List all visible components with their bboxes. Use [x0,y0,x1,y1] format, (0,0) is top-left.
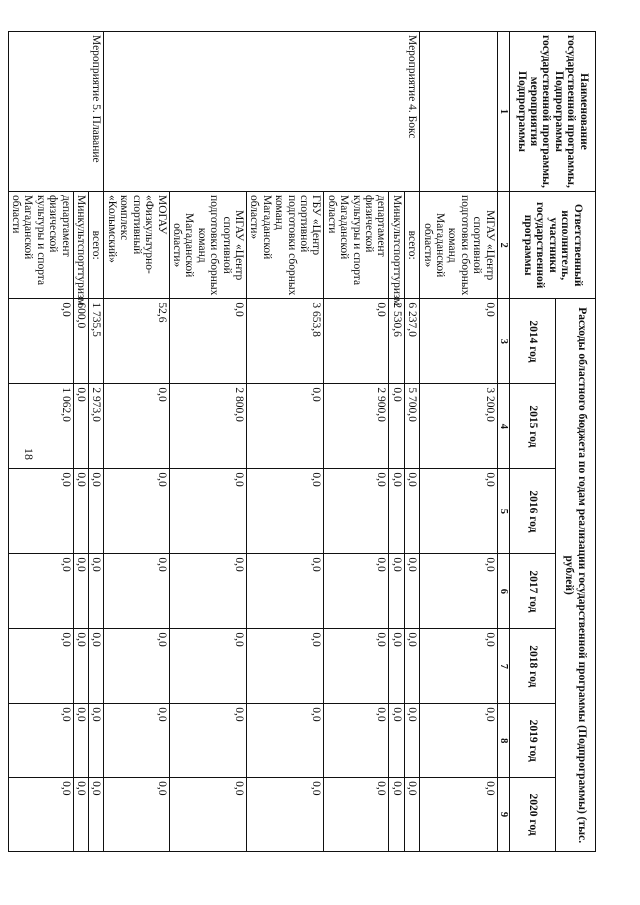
value-cell: 0,0 [104,704,169,778]
value-cell: 0,0 [104,554,169,629]
row-name [420,32,497,192]
value-cell: 0,0 [389,629,404,704]
value-cell: 0,0 [104,629,169,704]
value-cell: 0,0 [420,469,497,554]
value-cell: 0,0 [246,778,323,852]
row-executor: всего: [89,191,104,298]
value-cell: 0,0 [324,704,389,778]
value-cell: 600,0 [73,299,88,384]
index-1: 1 [497,32,509,192]
value-cell: 0,0 [104,384,169,469]
value-cell: 0,0 [73,554,88,629]
value-cell: 2 800,0 [169,384,246,469]
index-4: 4 [497,384,509,469]
value-cell: 0,0 [169,704,246,778]
value-cell: 0,0 [73,704,88,778]
value-cell: 0,0 [8,629,73,704]
year-2019: 2019 год [510,704,556,778]
value-cell: 0,0 [404,704,419,778]
value-cell: 0,0 [104,778,169,852]
value-cell: 0,0 [324,299,389,384]
header-name: Наименование государственной программы, Подпрограммы государственной программы, мероприятия Подпрограммы [510,32,596,192]
index-8: 8 [497,704,509,778]
value-cell: 0,0 [8,554,73,629]
budget-table [8,31,596,852]
row-executor: ГБУ «Центр спортивной подготовки сборных команд Магаданской области» [246,191,323,298]
value-cell: 0,0 [104,469,169,554]
value-cell: 1 062,0 [8,384,73,469]
value-cell: 2 973,0 [89,384,104,469]
row-executor: департамент физической культуры и спорта Магаданской области [8,191,73,298]
value-cell: 0,0 [404,554,419,629]
value-cell: 2 530,6 [389,299,404,384]
value-cell: 3 653,8 [246,299,323,384]
value-cell: 0,0 [8,469,73,554]
index-2: 2 [497,191,509,298]
value-cell: 2 900,0 [324,384,389,469]
index-5: 5 [497,469,509,554]
value-cell: 0,0 [246,704,323,778]
value-cell: 0,0 [420,554,497,629]
year-2020: 2020 год [510,778,556,852]
index-7: 7 [497,629,509,704]
value-cell: 0,0 [169,299,246,384]
value-cell: 0,0 [169,469,246,554]
page-number: 18 [22,448,36,460]
value-cell: 0,0 [169,778,246,852]
value-cell: 0,0 [8,704,73,778]
year-2014: 2014 год [510,299,556,384]
value-cell: 0,0 [169,554,246,629]
value-cell: 0,0 [73,384,88,469]
value-cell: 0,0 [89,704,104,778]
value-cell: 0,0 [246,554,323,629]
value-cell: 0,0 [389,554,404,629]
value-cell: 5 700,0 [404,384,419,469]
row-executor: МГАУ «Центр спортивной подготовки сборных команд Магаданской области» [420,191,497,298]
value-cell: 0,0 [73,778,88,852]
value-cell: 0,0 [324,469,389,554]
value-cell: 0,0 [404,778,419,852]
value-cell: 0,0 [324,629,389,704]
value-cell: 0,0 [246,629,323,704]
year-2017: 2017 год [510,554,556,629]
header-spending: Расходы областного бюджета по годам реализации государственной программы (Подпрограммы) (тыс. рублей) [556,299,596,852]
index-9: 9 [497,778,509,852]
row-executor: МГАУ «Центр спортивной подготовки сборных команд Магаданской области» [169,191,246,298]
row-executor: всего: [404,191,419,298]
value-cell: 0,0 [8,299,73,384]
rotated-page [10,31,596,852]
value-cell: 6 237,0 [404,299,419,384]
value-cell: 0,0 [89,629,104,704]
row-executor: МОГАУ «Физкультурно-спортивный комплекс «Колымский» [104,191,169,298]
value-cell: 0,0 [169,629,246,704]
value-cell: 0,0 [246,384,323,469]
header-executor: Ответственный исполнитель, участники государственной программы [510,191,596,298]
table-row [89,32,104,852]
year-2018: 2018 год [510,629,556,704]
year-2016: 2016 год [510,469,556,554]
index-3: 3 [497,299,509,384]
row-executor: Минкультспорттуризм [389,191,404,298]
row-name: Мероприятие 5. Плавание [8,32,104,192]
value-cell: 0,0 [389,469,404,554]
value-cell: 0,0 [404,469,419,554]
row-executor: департамент физической культуры и спорта Магаданской области [324,191,389,298]
value-cell: 0,0 [389,778,404,852]
value-cell: 0,0 [324,554,389,629]
value-cell: 0,0 [420,299,497,384]
row-name: Мероприятие 4. Бокс [104,32,420,192]
value-cell: 0,0 [73,469,88,554]
value-cell: 0,0 [89,554,104,629]
index-6: 6 [497,554,509,629]
value-cell: 0,0 [8,778,73,852]
table-row [420,32,497,852]
table-row [404,32,419,852]
value-cell: 52,6 [104,299,169,384]
value-cell: 0,0 [246,469,323,554]
value-cell: 0,0 [389,384,404,469]
value-cell: 0,0 [89,778,104,852]
value-cell: 0,0 [404,629,419,704]
value-cell: 1 735,5 [89,299,104,384]
value-cell: 0,0 [73,629,88,704]
value-cell: 3 200,0 [420,384,497,469]
value-cell: 0,0 [324,778,389,852]
value-cell: 0,0 [420,704,497,778]
value-cell: 0,0 [389,704,404,778]
value-cell: 0,0 [420,629,497,704]
value-cell: 0,0 [89,469,104,554]
year-2015: 2015 год [510,384,556,469]
row-executor: Минкультспорттуризм [73,191,88,298]
value-cell: 0,0 [420,778,497,852]
